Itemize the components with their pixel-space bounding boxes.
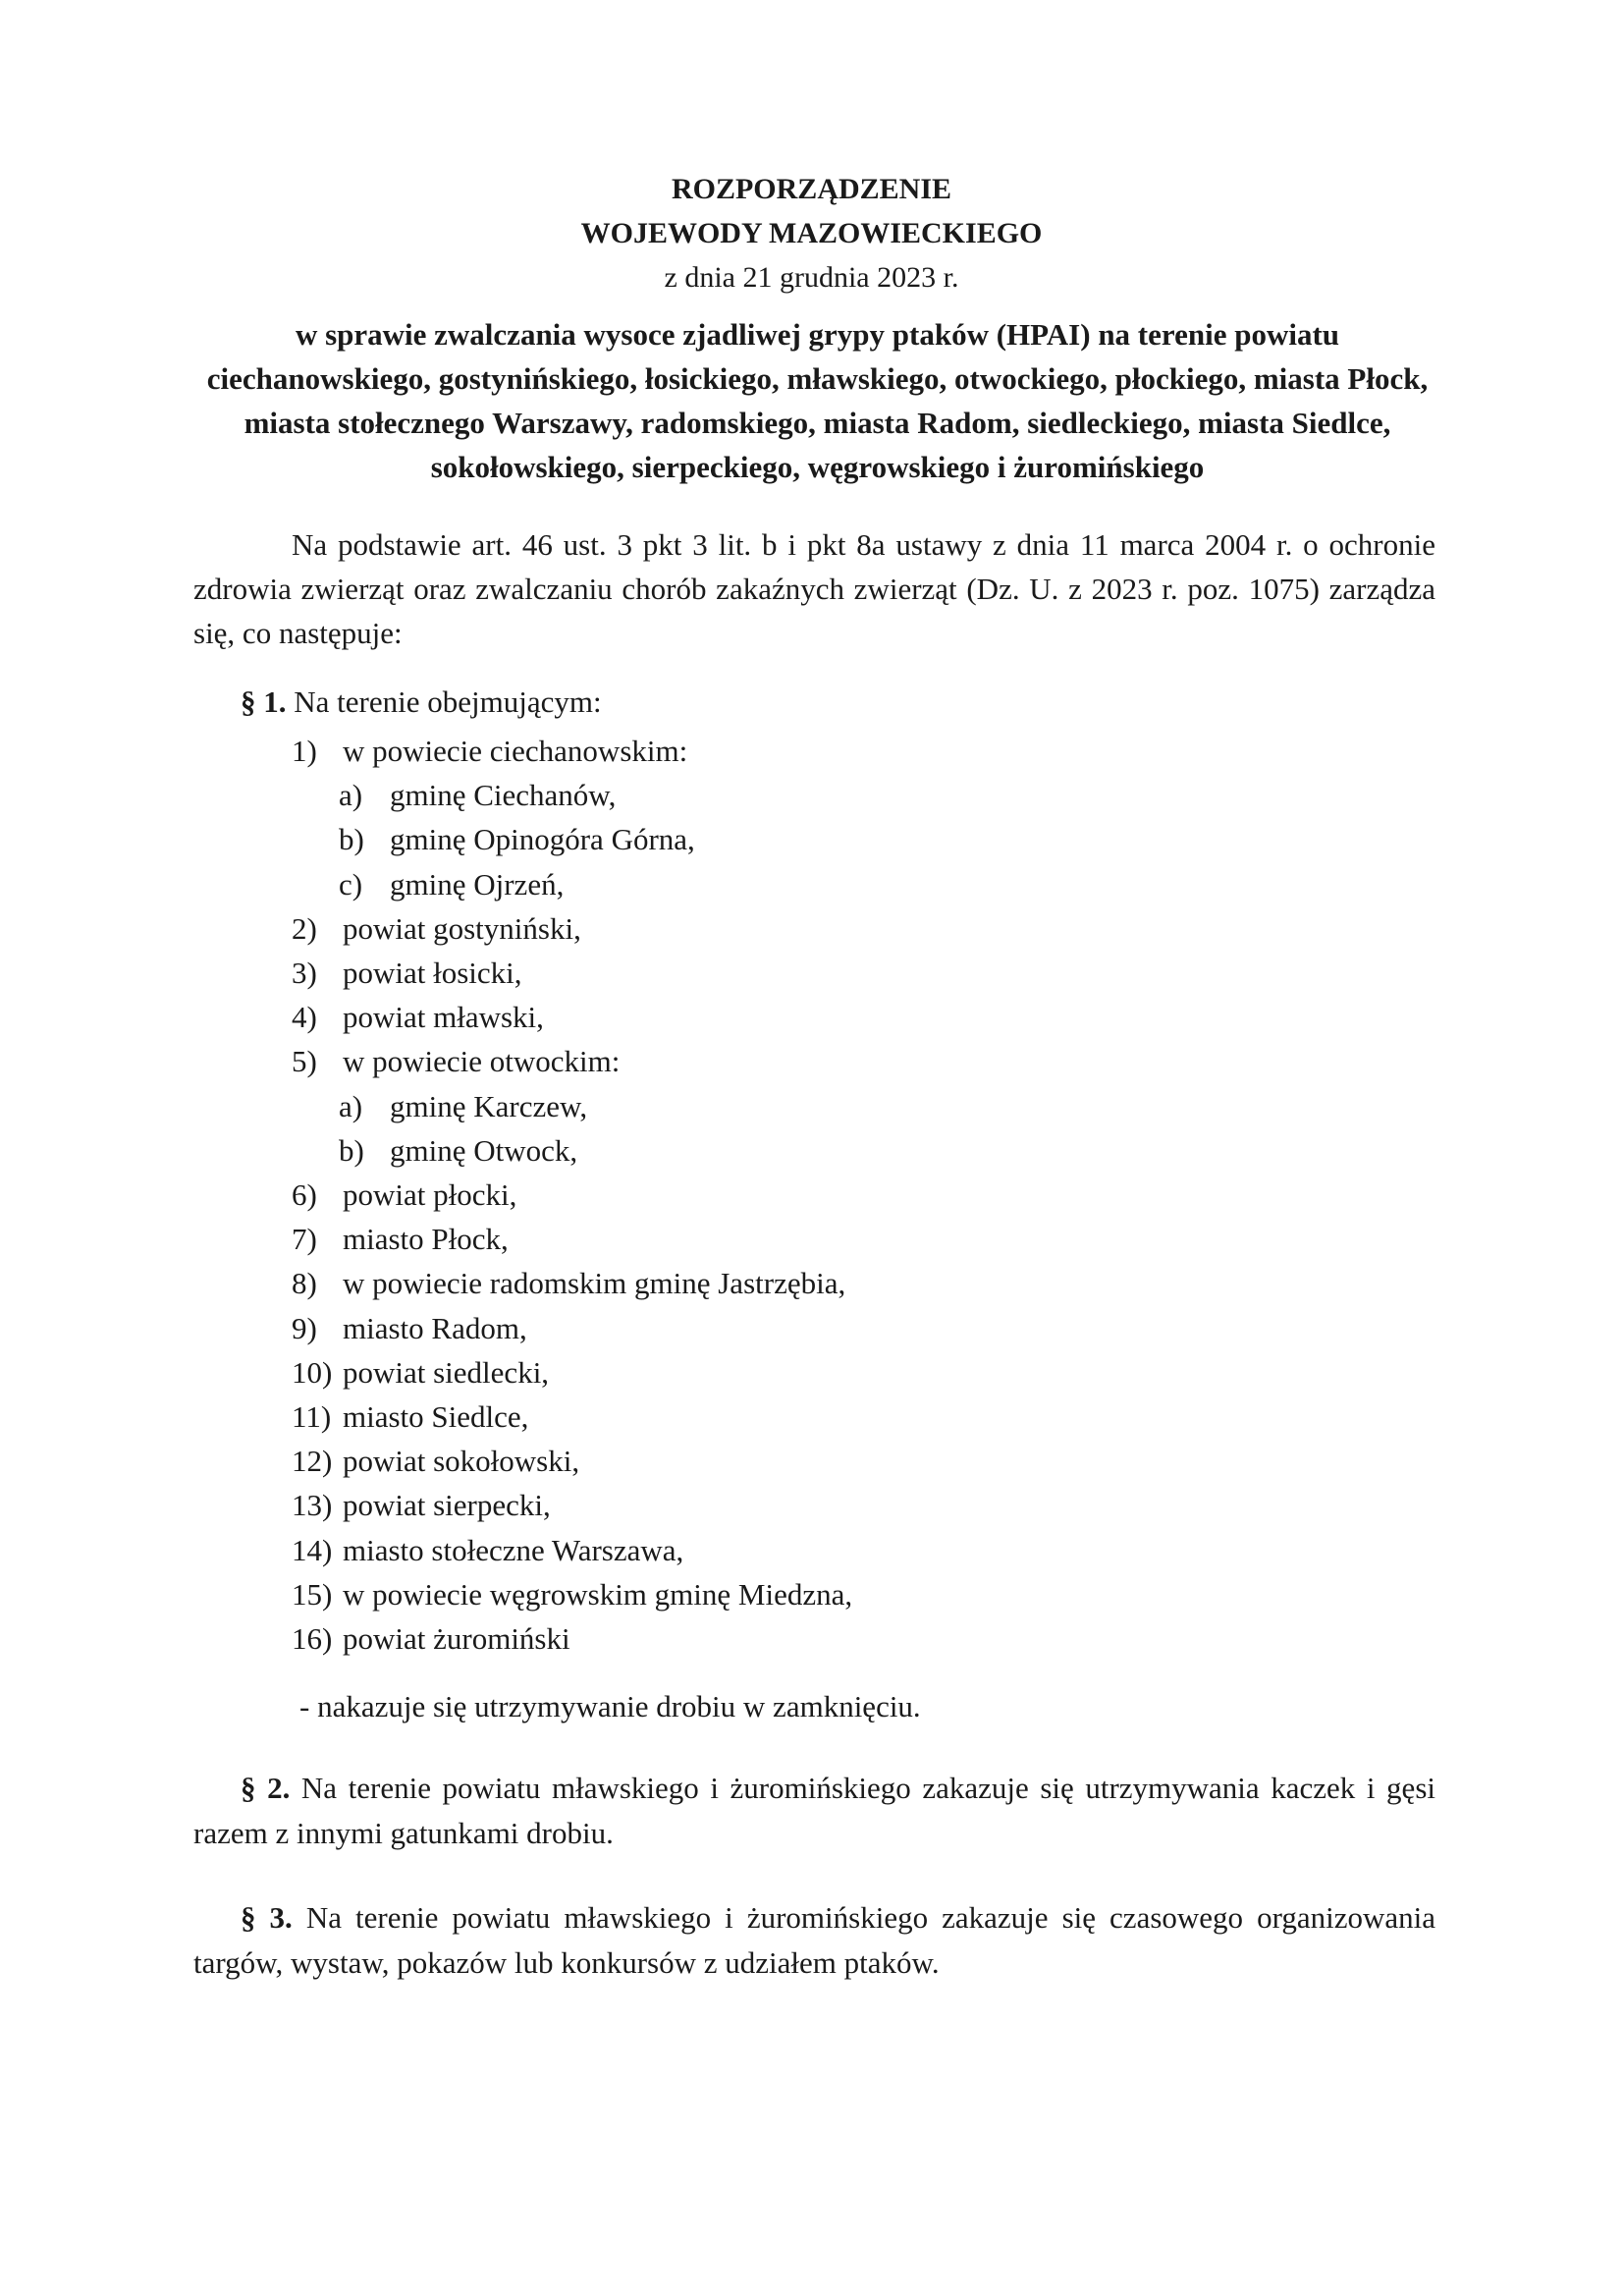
list-item-text: powiat łosicki, <box>343 956 522 990</box>
list-item-text: w powiecie otwockim: <box>343 1044 621 1079</box>
list-item-text: powiat mławski, <box>343 1000 544 1035</box>
list-item-number: a) <box>339 1088 363 1123</box>
list-item <box>292 1042 620 1081</box>
list-item-number: 2) <box>292 910 317 946</box>
section-2-text: Na terenie powiatu mławskiego i żuromińskiego zakazuje się utrzymywania kaczek i gęsi razem z innymi gatunkami drobiu. <box>193 1771 1435 1850</box>
list-item-number: 15) <box>292 1576 333 1612</box>
section-2-mark: § 2. <box>241 1771 291 1805</box>
list-item-number: 11) <box>292 1399 332 1434</box>
list-item-text: gminę Ciechanów, <box>390 778 617 813</box>
list-item-number: 7) <box>292 1222 317 1257</box>
section-1-intro <box>241 684 602 720</box>
list-item <box>292 998 544 1037</box>
list-item-text: powiat sierpecki, <box>343 1488 551 1523</box>
list-item-text: w powiecie węgrowskim gminę Miedzna, <box>343 1576 853 1612</box>
list-item-text: powiat gostyniński, <box>343 910 581 946</box>
list-item-number: 12) <box>292 1444 333 1479</box>
section-1-order: - nakazuje się utrzymywanie drobiu w zamknięciu. <box>299 1689 921 1723</box>
list-item-text: miasto Siedlce, <box>343 1399 529 1434</box>
list-item-number: 13) <box>292 1488 333 1523</box>
list-item <box>292 732 687 771</box>
list-item-number: c) <box>339 866 363 902</box>
section-3-mark: § 3. <box>241 1900 293 1935</box>
list-item <box>292 1309 527 1348</box>
section-3-text: Na terenie powiatu mławskiego i żuromińskiego zakazuje się czasowego organizowania targów, wystaw, pokazów lub konkursów z udziałem ptaków. <box>193 1900 1435 1980</box>
list-item <box>292 954 522 993</box>
list-item-text: gminę Otwock, <box>390 1132 578 1168</box>
list-item-text: w powiecie ciechanowskim: <box>343 734 688 768</box>
list-item <box>292 1264 845 1303</box>
list-item <box>292 909 581 949</box>
list-item <box>339 865 564 904</box>
list-item-text: powiat sokołowski, <box>343 1444 580 1479</box>
section-3 <box>193 1895 1435 1986</box>
list-item-number: 9) <box>292 1310 317 1345</box>
list-item <box>292 1442 579 1481</box>
list-item <box>292 1486 551 1525</box>
list-item <box>339 1087 587 1126</box>
list-item-number: a) <box>339 778 363 813</box>
list-item <box>292 1575 852 1614</box>
list-item-number: 1) <box>292 734 317 768</box>
list-item-text: gminę Opinogóra Górna, <box>390 822 695 857</box>
list-item-text: powiat siedlecki, <box>343 1354 550 1390</box>
list-item-number: 4) <box>292 1000 317 1035</box>
list-item-text: powiat płocki, <box>343 1177 517 1212</box>
list-item <box>292 1397 528 1437</box>
list-item-text: miasto Płock, <box>343 1222 509 1257</box>
list-item <box>292 1619 570 1659</box>
list-item-number: 16) <box>292 1621 333 1656</box>
list-item <box>339 1131 577 1171</box>
list-item <box>339 820 695 859</box>
list-item-number: 6) <box>292 1177 317 1212</box>
document-title: ROZPORZĄDZENIE <box>671 173 952 205</box>
section-2 <box>193 1766 1435 1856</box>
list-item-number: 14) <box>292 1532 333 1567</box>
list-item-text: powiat żuromiński <box>343 1621 570 1656</box>
document-issuer: WOJEWODY MAZOWIECKIEGO <box>580 217 1043 249</box>
section-1-mark: § 1. <box>241 684 287 719</box>
list-item <box>339 776 616 815</box>
list-item-number: b) <box>339 822 364 857</box>
document-subject: w sprawie zwalczania wysoce zjadliwej grypy ptaków (HPAI) na terenie powiatu ciechanowskiego, gostynińskiego, łosickiego, mławskiego, otwockiego, płockiego, miasta Płock, miasta stołecznego Warszawy, radomskiego, miasta Radom, siedleckiego, miasta Siedlce, sokołowskiego, sierpeckiego, węgrowskiego i żuromińskiego <box>206 317 1429 484</box>
section-1-intro-text: Na terenie obejmującym: <box>294 684 602 719</box>
list-item-number: 8) <box>292 1266 317 1301</box>
list-item <box>292 1531 683 1570</box>
document-date: z dnia 21 grudnia 2023 r. <box>664 261 959 294</box>
legal-basis: Na podstawie art. 46 ust. 3 pkt 3 lit. b i pkt 8a ustawy z dnia 11 marca 2004 r. o ochronie zdrowia zwierząt oraz zwalczaniu chorób zakaźnych zwierząt (Dz. U. z 2023 r. poz. 1075) zarządza się, co następuje: <box>193 527 1435 650</box>
list-item-number: 3) <box>292 956 317 990</box>
list-item-text: miasto Radom, <box>343 1310 527 1345</box>
list-item-text: w powiecie radomskim gminę Jastrzębia, <box>343 1266 846 1301</box>
list-item <box>292 1220 509 1259</box>
list-item-number: 10) <box>292 1354 333 1390</box>
list-item-number: b) <box>339 1132 364 1168</box>
list-item-text: gminę Ojrzeń, <box>390 866 565 902</box>
list-item <box>292 1353 549 1393</box>
list-item-number: 5) <box>292 1044 317 1079</box>
list-item-text: miasto stołeczne Warszawa, <box>343 1532 684 1567</box>
list-item <box>292 1175 516 1215</box>
list-item-text: gminę Karczew, <box>390 1088 588 1123</box>
